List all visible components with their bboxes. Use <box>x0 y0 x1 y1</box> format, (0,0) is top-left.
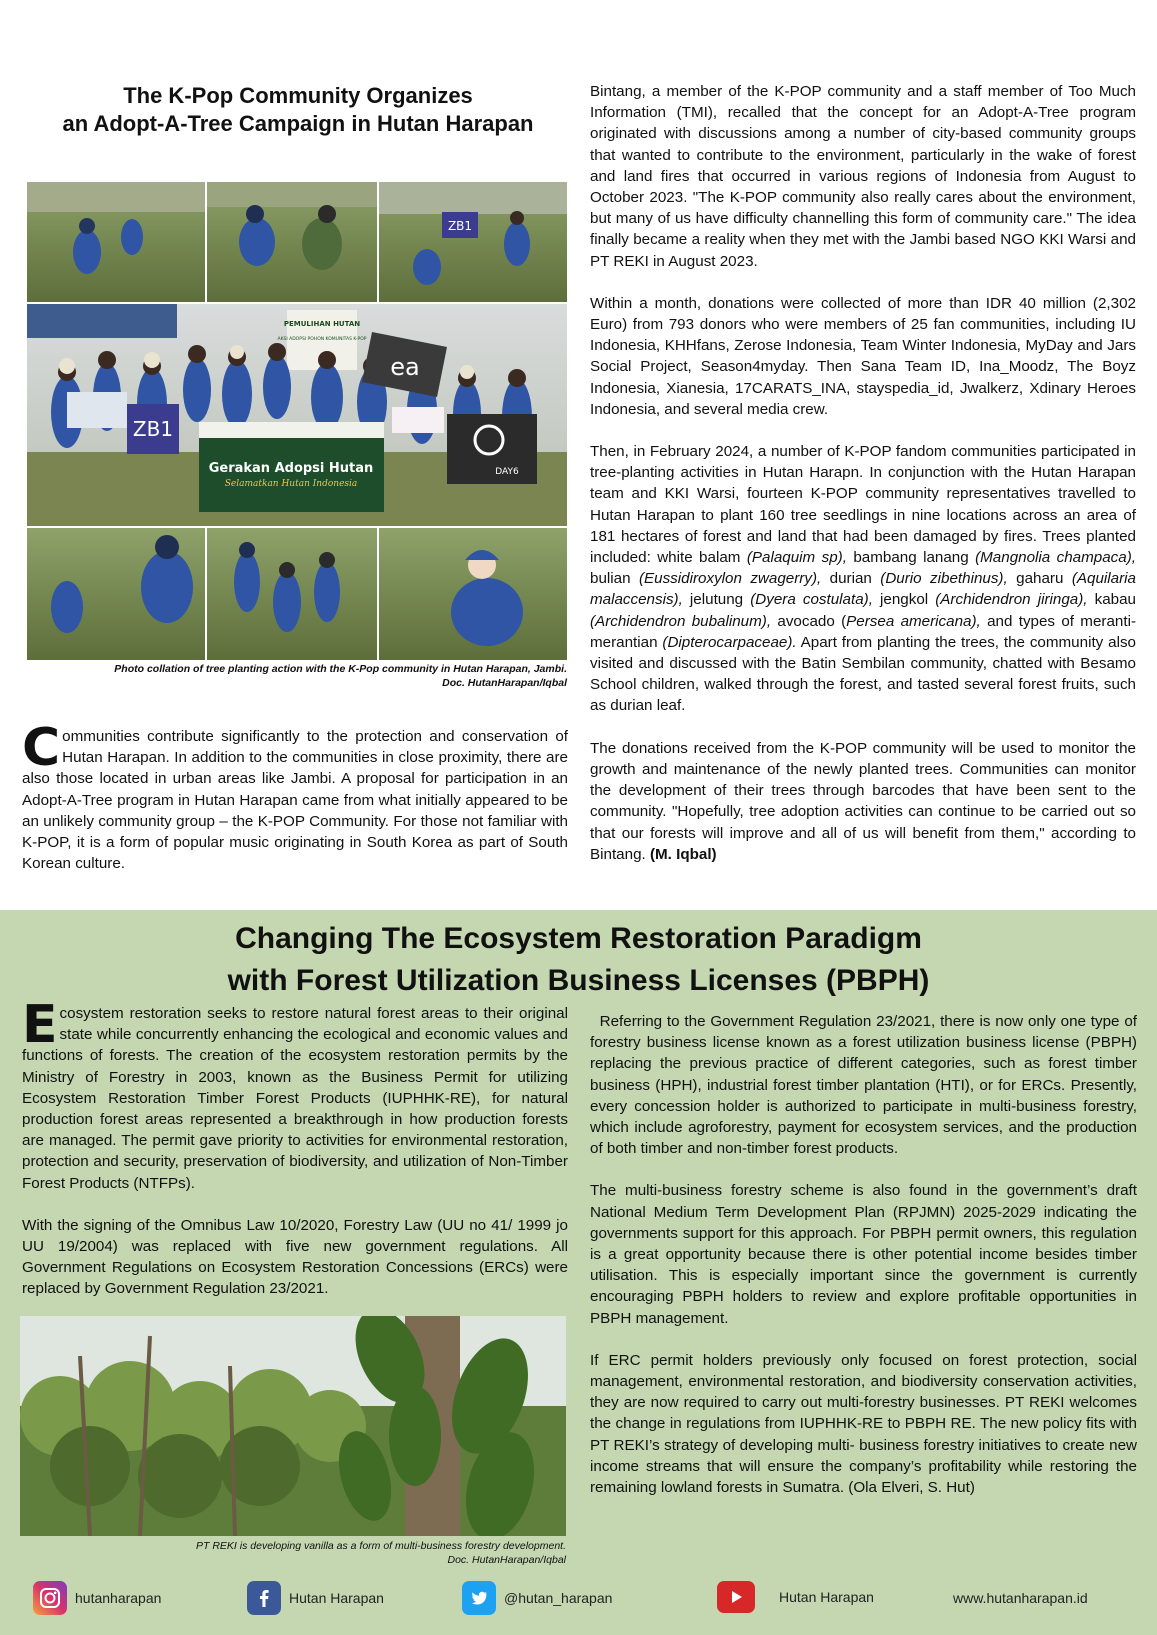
article2-paragraph-1 <box>22 995 568 1194</box>
article1-photo-collage <box>27 182 567 660</box>
paragraph-3-segment: and types of meranti-merantian <box>590 612 1137 651</box>
flag-zb1-large: ZB1 <box>132 417 174 441</box>
article2-paragraph-4: The multi-business forestry scheme is also found in the government’s draft National Medium Term Development Plan (RPJMN) 2025-2029 indicating the governments support for this approach. For PBPH permit owners, this regulation is a great opportunity because there is other potential income besides timber utilisation. This is especially important since the government is currently encouraging PBPH holders to review and explore profitable opportunities in PBPH management. <box>590 1182 1137 1327</box>
youtube-label: Hutan Harapan <box>779 1589 874 1605</box>
article1-caption-line1: Photo collation of tree planting action with the K-Pop community in Hutan Harapan, Jambi. <box>114 663 567 675</box>
article2-caption-line2: Doc. HutanHarapan/Iqbal <box>447 1554 566 1566</box>
article1-paragraph-4 <box>590 738 1136 865</box>
twitter-icon <box>462 1581 496 1615</box>
paragraph-3-segment: gaharu <box>1007 570 1072 588</box>
banner-title: Gerakan Adopsi Hutan <box>208 461 374 476</box>
article2-paragraph-1-text: cosystem restoration seeks to restore natural forest areas to their original state while concurrently enhancing the ecological and economic values and functions of forests. The creation of the ecosystem restoration permits by the Ministry of Forestry in 2003, known as the Business Permit for utilizing Ecosystem Restoration Timber Forest Products (IUPHHK-RE), for natural production forest areas represented a breakthrough in how production forests are managed. The permit gave priority to activities for environmental restoration, protection and security, preservation of biodiversity, and utilization of Non-Timber Forest Products (NTFPs). <box>22 1005 568 1192</box>
article2-paragraph-3 <box>590 1011 1137 1159</box>
article2-caption-line1: PT REKI is developing vanilla as a form of multi-business forestry development. <box>196 1540 566 1552</box>
article2-photo-caption <box>20 1539 566 1567</box>
paragraph-3-segment: avocado ( <box>771 612 847 630</box>
footer-youtube[interactable] <box>717 1581 874 1613</box>
twitter-label: @hutan_harapan <box>504 1590 613 1606</box>
species-name: (Eussidiroxylon zwagerry), <box>638 570 822 588</box>
article1-title <box>22 82 574 138</box>
article1-paragraph-1: Bintang, a member of the K-POP community and a staff member of Too Much Information (TMI), recalled that the concept for an Adopt-A-Tree program originated with discussions among a number of city-based community groups that wanted to contribute to the environment, particularly in the wake of forest and land fires that occurred in various regions of Indonesia from August to October 2023. "The K-POP community also really cares about the environment, but many of us have difficulty channelling this form of community care." The idea finally became a reality when they met with the Jambi based NGO KKI Warsi and PT REKI in August 2023. <box>590 83 1136 270</box>
article2-column-right <box>590 1011 1137 1498</box>
sign-title: PEMULIHAN HUTAN <box>283 320 361 328</box>
species-name: (Durio zibethinus), <box>880 570 1008 588</box>
paragraph-3-segment: Apart from planting the trees, the community also visited and discussed with the Batin Sembilan community, chatted with Besamo School children, walked through the forest, and tasted several forest fruits, such as durian leaf. <box>590 633 1136 715</box>
vanilla-illustration <box>20 1316 566 1536</box>
banner-subtitle: Selamatkan Hutan Indonesia <box>224 479 358 489</box>
paragraph-3-segment: bulian <box>590 570 639 588</box>
collage-illustration <box>27 182 567 660</box>
article1-paragraph-3 <box>590 441 1136 717</box>
article1-intro <box>22 718 568 874</box>
species-name: Persea americana), <box>846 612 981 630</box>
article1-dropcap: C <box>22 718 61 778</box>
article2-title <box>60 918 1097 1002</box>
flag-zb1-small: ZB1 <box>447 219 473 233</box>
article1-column-right <box>590 81 1136 865</box>
article2-paragraph-2: With the signing of the Omnibus Law 10/2020, Forestry Law (UU no 41/ 1999 jo UU 19/2004) was replaced with five new government regulations. All Government Regulations on Ecosystem Restoration Concessions (ERCs) were replaced by Government Regulation 23/2021. <box>22 1216 568 1298</box>
flag-ea: ea <box>390 353 420 381</box>
paragraph-3-segment: kabau <box>1087 591 1136 609</box>
youtube-icon <box>717 1581 755 1613</box>
article1-paragraph-4-text: The donations received from the K-POP community will be used to monitor the growth and maintenance of the newly planted trees. Communities can monitor the development of their trees through barcodes that have been sent to the community. "Hopefully, tree adoption activities can continue to be carried out so that our forests will improve and all of us will benefit from them," according to Bintang. <box>590 739 1136 863</box>
website-link[interactable]: www.hutanharapan.id <box>953 1590 1088 1606</box>
paragraph-3-segment: bambang lanang <box>846 549 976 567</box>
footer-instagram[interactable] <box>33 1581 161 1615</box>
footer-website[interactable] <box>953 1590 1088 1606</box>
article1-caption-line2: Doc. HutanHarapan/Iqbal <box>442 677 567 689</box>
article1-intro-text: ommunities contribute significantly to the protection and conservation of Hutan Harapan. In addition to the communities in close proximity, there are also those located in urban areas like Jambi. A proposal for participation in an Adopt-A-Tree program in Hutan Harapan came from what initially appeared to be an unlikely community group – the K-POP Community. For those not familiar with K-POP, it is a form of popular music originating in South Korea as part of South Korean culture. <box>22 728 568 873</box>
facebook-label: Hutan Harapan <box>289 1590 384 1606</box>
article1-photo-caption <box>27 662 567 690</box>
instagram-label: hutanharapan <box>75 1590 162 1606</box>
article1-title-line2: an Adopt-A-Tree Campaign in Hutan Harapan <box>62 111 534 136</box>
facebook-icon <box>247 1581 281 1615</box>
species-name: (Aquilaria malaccensis), <box>590 570 1136 609</box>
species-name: (Mangnolia champaca), <box>975 549 1136 567</box>
paragraph-3-segment: jelutung <box>682 591 751 609</box>
paragraph-3-segment: durian <box>821 570 881 588</box>
article1-title-line1: The K-Pop Community Organizes <box>123 83 473 108</box>
species-name: (Archidendron jiringa), <box>935 591 1088 609</box>
article2-title-line2: with Forest Utilization Business Licenses (PBPH) <box>227 964 930 997</box>
paragraph-3-segment: Then, in February 2024, a number of K-POP fandom communities participated in tree-planting activities in Hutan Harapn. In conjunction with the Hutan Harapan team and KKI Warsi, fourteen K-POP community representatives travelled to Hutan Harapan to plant 160 tree seedlings in nine locations across an area of 181 hectares of forest and land that had been damaged by fires. Trees planted included: white balam <box>590 443 1136 567</box>
article2-paragraph-5: If ERC permit holders previously only focused on forest protection, social management, environmental restoration, and biodiversity conservation activities, they are now required to carry out multi-forestry businesses. PT REKI welcomes the change in regulations from IUPHHK-RE to PBPH RE. The new policy fits with PT REKI’s strategy of developing multi- business forestry initiatives to create new income streams that will ensure the company’s profitability while restoring the remaining lowland forests in Sumatra. (Ola Elveri, S. Hut) <box>590 1351 1137 1497</box>
species-name: (Dyera costulata), <box>750 591 873 609</box>
species-name: (Dipterocarpaceae). <box>662 633 797 651</box>
article1-author: (M. Iqbal) <box>649 845 717 863</box>
article2-column-left <box>22 995 568 1300</box>
species-name: (Archidendron bubalinum), <box>590 612 772 630</box>
article2-dropcap: E <box>22 995 58 1055</box>
species-name: (Palaquim sp), <box>746 549 847 567</box>
instagram-icon <box>33 1581 67 1615</box>
sign-subtitle: AKSI ADOPSI POHON KOMUNITAS K-POP <box>277 337 367 342</box>
flag-day6: DAY6 <box>495 467 519 477</box>
article1-paragraph-2: Within a month, donations were collected of more than IDR 40 million (2,302 Euro) from 793 donors who were members of 25 fan communities, including IU Indonesia, KHHfans, Zerose Indonesia, Team Winter Indonesia, MyDay and Jars Social Project, Season4myday. Then Sana Team ID, Ina_Moodz, The Boyz Indonesia, Xianesia, 17CARATS_INA, stayspedia_id, Jwalkerz, Xdinary Heroes Indonesia, and several media crew. <box>590 294 1136 418</box>
article2-photo <box>20 1316 566 1536</box>
article2-paragraph-3-text: Referring to the Government Regulation 23/2021, there is now only one type of forestry business license known as a forest utilization business license (PBPH) replacing the previous practice of different categories, such as forest timber business (HPH), industrial forest timber plantation (HTI), or for ERCs. Presently, every concession holder is authorized to participate in multi-business forestry, which include agroforestry, payment for ecosystem services, and the production of both timber and non-timber forest products. <box>590 1013 1137 1158</box>
paragraph-3-segment: jengkol <box>872 591 936 609</box>
article2-title-line1: Changing The Ecosystem Restoration Paradigm <box>235 922 922 955</box>
footer-facebook[interactable] <box>247 1581 384 1615</box>
footer-twitter[interactable] <box>462 1581 612 1615</box>
